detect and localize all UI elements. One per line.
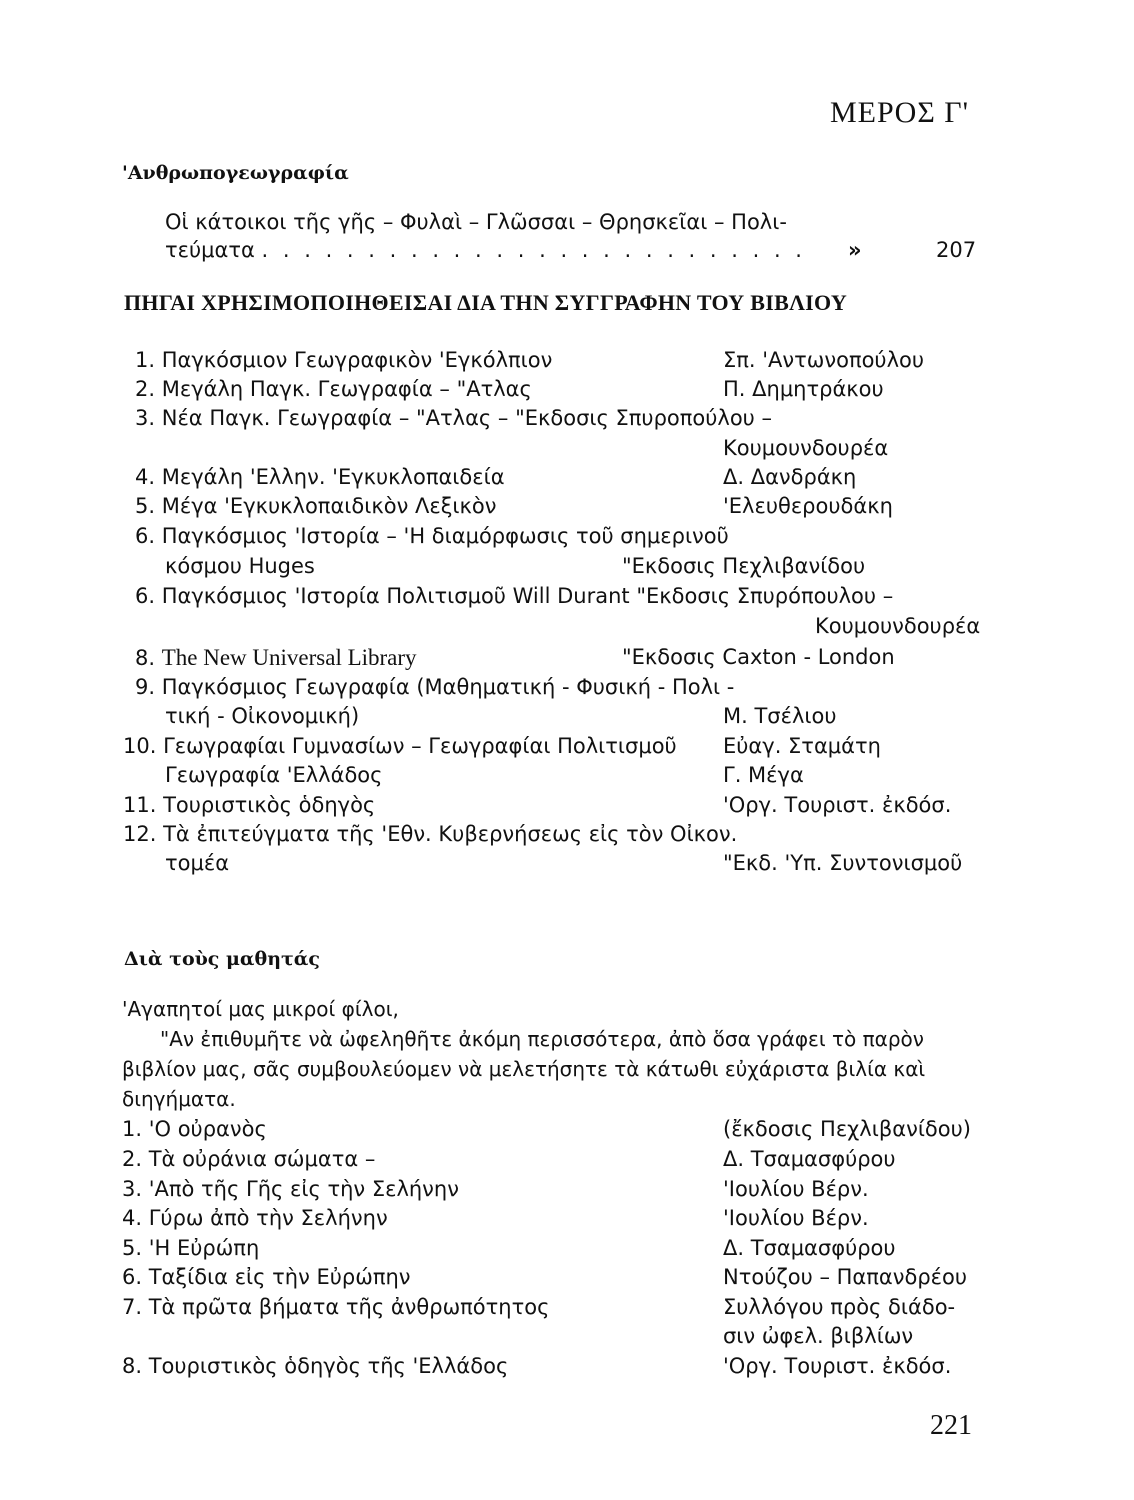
item-title: Παγκόσμιος Γεωγραφία (Μαθηματική - Φυσική - Πολι - bbox=[161, 675, 735, 699]
item-publisher: Συλλόγου πρὸς διάδο- bbox=[723, 1295, 956, 1319]
item-title-cont: τομέα bbox=[165, 851, 230, 875]
sources-heading: ΠΗΓΑΙ ΧΡΗΣΙΜΟΠΟΙΗΘΕΙΣΑΙ ΔΙΑ ΤΗΝ ΣΥΓΓΡΑΦΗΝ ΤΟΥ ΒΙΒΛΙΟΥ bbox=[124, 290, 848, 315]
item-title-cont: Γεωγραφία 'Ελλάδος bbox=[165, 763, 383, 787]
item-title: Τουριστικὸς ὁδηγὸς bbox=[163, 793, 376, 817]
item-title: Παγκόσμιον Γεωγραφικὸν 'Εγκόλπιον bbox=[161, 348, 553, 372]
item-title: Νέα Παγκ. Γεωγραφία – "Ατλας – "Εκδοσις Σπυροπούλου – bbox=[161, 406, 773, 430]
list-item bbox=[135, 406, 772, 430]
item-publisher: 'Ελευθερουδάκη bbox=[723, 494, 893, 518]
list-item bbox=[122, 1295, 549, 1319]
list-item bbox=[123, 793, 375, 817]
page-number: 221 bbox=[930, 1410, 972, 1441]
item-publisher: Δ. Δανδράκη bbox=[723, 465, 857, 489]
item-number: 3. bbox=[135, 406, 156, 430]
item-publisher: Κουμουνδουρέα bbox=[815, 614, 981, 638]
item-number: 7. bbox=[122, 1295, 143, 1319]
list-item bbox=[123, 734, 677, 758]
item-number: 9. bbox=[135, 675, 156, 699]
item-publisher: "Εκδοσις Caxton - London bbox=[622, 645, 895, 669]
item-title: Παγκόσμιος 'Ιστορία Πολιτισμοῦ Will Durant "Εκδοσις Σπυρόπουλου – bbox=[161, 584, 894, 608]
item-number: 8. bbox=[122, 1354, 143, 1378]
item-publisher: 'Οργ. Τουριστ. ἐκδόσ. bbox=[723, 1354, 952, 1378]
ref-mark: » bbox=[848, 238, 862, 262]
list-item bbox=[122, 1354, 508, 1378]
list-item bbox=[123, 822, 737, 846]
list-item bbox=[135, 348, 552, 372]
item-title: 'Απὸ τῆς Γῆς εἰς τὴν Σελήνην bbox=[148, 1177, 459, 1201]
item-publisher: Γ. Μέγα bbox=[723, 763, 804, 787]
list-item bbox=[135, 645, 417, 671]
list-item bbox=[135, 524, 729, 548]
item-number: 4. bbox=[135, 465, 156, 489]
page-ref: 207 bbox=[936, 238, 977, 262]
item-publisher: (ἔκδοσις Πεχλιβανίδου) bbox=[723, 1117, 971, 1141]
item-title: Γεωγραφίαι Γυμνασίων – Γεωγραφίαι Πολιτισμοῦ bbox=[163, 734, 677, 758]
item-title: Ταξίδια εἰς τὴν Εὐρώπην bbox=[148, 1265, 411, 1289]
item-number: 5. bbox=[135, 494, 156, 518]
item-title: Μεγάλη Παγκ. Γεωγραφία – "Ατλας bbox=[161, 377, 532, 401]
list-item bbox=[135, 584, 893, 608]
item-number: 1. bbox=[135, 348, 156, 372]
list-item bbox=[135, 675, 734, 699]
item-title: Τὰ οὐράνια σώματα – bbox=[148, 1147, 376, 1171]
item-title: Τουριστικὸς ὁδηγὸς τῆς 'Ελλάδος bbox=[148, 1354, 509, 1378]
section1-line-2-text: τεύματα bbox=[165, 238, 255, 262]
item-title: The New Universal Library bbox=[161, 645, 417, 670]
item-publisher: Μ. Τσέλιου bbox=[723, 704, 837, 728]
item-number: 2. bbox=[122, 1147, 143, 1171]
item-title: 'Ο οὐρανὸς bbox=[148, 1117, 267, 1141]
item-number: 6. bbox=[135, 584, 156, 608]
item-publisher: Ντούζου – Παπανδρέου bbox=[723, 1265, 968, 1289]
item-number: 4. bbox=[122, 1206, 143, 1230]
item-publisher: Δ. Τσαμασφύρου bbox=[723, 1236, 896, 1260]
section1-line-1: Οἱ κάτοικοι τῆς γῆς – Φυλαὶ – Γλῶσσαι – Θρησκεῖαι – Πολι- bbox=[165, 210, 787, 234]
item-number: 1. bbox=[122, 1117, 143, 1141]
item-title: Παγκόσμιος 'Ιστορία – 'Η διαμόρφωσις τοῦ σημερινοῦ bbox=[161, 524, 729, 548]
list-item bbox=[122, 1206, 388, 1230]
item-publisher: Δ. Τσαμασφύρου bbox=[723, 1147, 896, 1171]
item-title-cont: κόσμου Huges bbox=[165, 554, 315, 578]
dot-leader: . . . . . . . . . . . . . . . . . . . . . . . . . . bbox=[261, 238, 806, 262]
item-publisher: 'Οργ. Τουριστ. ἐκδόσ. bbox=[723, 793, 952, 817]
item-publisher-cont: σιν ὠφελ. βιβλίων bbox=[723, 1324, 914, 1348]
section1-line-2 bbox=[165, 238, 806, 262]
item-number: 5. bbox=[122, 1236, 143, 1260]
item-number: 10. bbox=[123, 734, 157, 758]
item-number: 8. bbox=[135, 646, 156, 670]
item-number: 2. bbox=[135, 377, 156, 401]
list-item bbox=[122, 1147, 375, 1171]
greeting: 'Αγαπητοί μας μικροί φίλοι, bbox=[122, 997, 399, 1021]
item-number: 12. bbox=[123, 822, 157, 846]
item-title: Τὰ ἐπιτεύγματα τῆς 'Εθν. Κυβερνήσεως εἰς τὸν Οἰκον. bbox=[163, 822, 738, 846]
item-number: 6. bbox=[122, 1265, 143, 1289]
list-item bbox=[135, 465, 505, 489]
section-heading-students: Διὰ τοὺς μαθητάς bbox=[124, 948, 320, 970]
list-item bbox=[122, 1236, 259, 1260]
item-publisher: 'Ιουλίου Βέρν. bbox=[723, 1206, 869, 1230]
list-item bbox=[135, 377, 532, 401]
item-publisher: Εὐαγ. Σταμάτη bbox=[723, 734, 881, 758]
item-title: 'Η Εὐρώπη bbox=[148, 1236, 260, 1260]
item-publisher: 'Ιουλίου Βέρν. bbox=[723, 1177, 869, 1201]
item-title: Μεγάλη 'Ελλην. 'Εγκυκλοπαιδεία bbox=[161, 465, 505, 489]
section-heading-anthropogeography: 'Ανθρωπογεωγραφία bbox=[122, 162, 349, 184]
item-publisher: Σπ. 'Αντωνοπούλου bbox=[723, 348, 925, 372]
item-title-cont: τική - Οἰκονομική) bbox=[165, 704, 360, 728]
item-number: 11. bbox=[123, 793, 157, 817]
item-title: Μέγα 'Εγκυκλοπαιδικὸν Λεξικὸν bbox=[161, 494, 497, 518]
item-number: 3. bbox=[122, 1177, 143, 1201]
list-item bbox=[122, 1117, 267, 1141]
item-title: Τὰ πρῶτα βήματα τῆς ἀνθρωπότητος bbox=[148, 1295, 550, 1319]
item-publisher: Κουμουνδουρέα bbox=[723, 436, 889, 460]
list-item bbox=[122, 1177, 459, 1201]
part-title: ΜΕΡΟΣ Γ' bbox=[830, 96, 970, 129]
item-publisher: "Εκδ. 'Υπ. Συντονισμοῦ bbox=[723, 851, 963, 875]
list-item bbox=[122, 1265, 411, 1289]
paragraph-line-2: βιβλίον μας, σᾶς συμβουλεύομεν νὰ μελετήσητε τὰ κάτωθι εὐχάριστα βιλία καὶ bbox=[122, 1057, 926, 1081]
list-item bbox=[135, 494, 496, 518]
item-publisher: Π. Δημητράκου bbox=[723, 377, 884, 401]
paragraph-line-1: "Αν ἐπιθυμῆτε νὰ ὠφεληθῆτε ἀκόμη περισσότερα, ἀπὸ ὅσα γράφει τὸ παρὸν bbox=[160, 1027, 924, 1051]
item-publisher: "Εκδοσις Πεχλιβανίδου bbox=[622, 554, 866, 578]
item-title: Γύρω ἀπὸ τὴν Σελήνην bbox=[148, 1206, 388, 1230]
paragraph-line-3: διηγήματα. bbox=[122, 1087, 236, 1111]
item-number: 6. bbox=[135, 524, 156, 548]
